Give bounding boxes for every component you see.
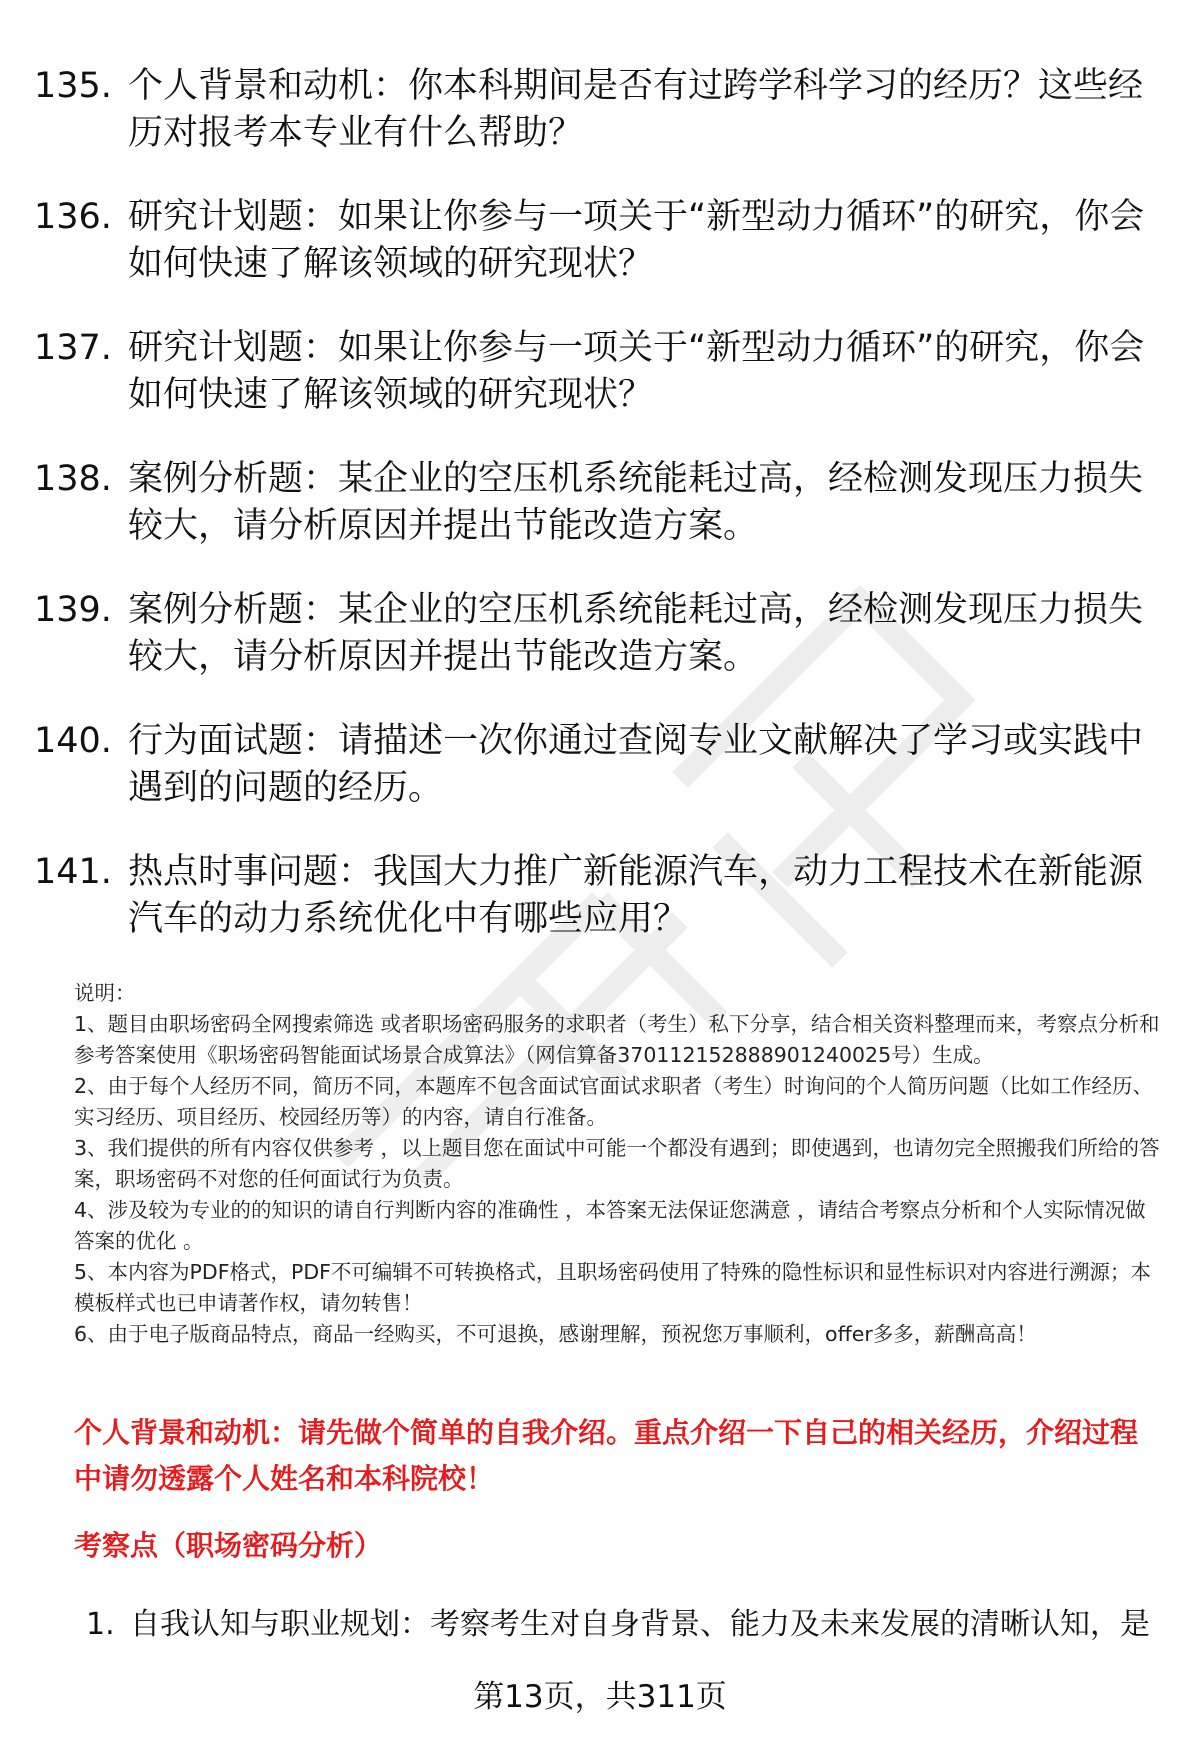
analysis-item-number: 1. [86,1607,115,1642]
question-text: 行为面试题：请描述一次你通过查阅专业文献解决了学习或实践中遇到的问题的经历。 [128,721,1144,808]
note-item: 4、涉及较为专业的的知识的请自行判断内容的准确性 ，本答案无法保证您满意 ，请结合考察点分析和个人实际情况做答案的优化 。 [74,1198,1146,1253]
question-number: 136. [34,197,112,237]
section-question: 个人背景和动机：请先做个简单的自我介绍。重点介绍一下自己的相关经历，介绍过程中请勿透露个人姓名和本科院校！ [74,1416,1139,1495]
note-item: 1、题目由职场密码全网搜索筛选 或者职场密码服务的求职者（考生）私下分享，结合相关资料整理而来，考察点分析和参考答案使用《职场密码智能面试场景合成算法》（网信算备370112152888901240025号）生成。 [74,1012,1160,1067]
question-number: 139. [34,590,112,630]
note-item: 3、我们提供的所有内容仅供参考 ，以上题目您在面试中可能一个都没有遇到；即使遇到，也请勿完全照搬我们所给的答案，职场密码不对您的任何面试行为负责。 [74,1136,1160,1191]
disclaimer-notes [74,978,1164,1350]
note-item: 2、由于每个人经历不同，简历不同，本题库不包含面试官面试求职者（考生）时询问的个人简历问题（比如工作经历、实习经历、项目经历、校园经历等）的内容，请自行准备。 [74,1074,1154,1129]
question-text: 案例分析题：某企业的空压机系统能耗过高，经检测发现压力损失较大，请分析原因并提出节能改造方案。 [128,459,1144,546]
note-item: 5、本内容为PDF格式，PDF不可编辑不可转换格式，且职场密码使用了特殊的隐性标识和显性标识对内容进行溯源；本模板样式也已申请著作权，请勿转售！ [74,1260,1151,1315]
notes-title: 说明： [74,981,136,1005]
question-text: 研究计划题：如果让你参与一项关于“新型动力循环”的研究，你会如何快速了解该领域的研究现状？ [128,328,1145,415]
question-text: 案例分析题：某企业的空压机系统能耗过高，经检测发现压力损失较大，请分析原因并提出节能改造方案。 [128,590,1144,677]
question-number: 140. [34,721,112,761]
question-number: 138. [34,459,112,499]
analysis-item-text: 自我认知与职业规划：考察考生对自身背景、能力及未来发展的清晰认知，是 [130,1607,1150,1642]
question-text: 个人背景和动机：你本科期间是否有过跨学科学习的经历？这些经历对报考本专业有什么帮助？ [128,66,1144,153]
question-number: 137. [34,328,112,368]
note-item: 6、由于电子版商品特点，商品一经购买，不可退换，感谢理解，预祝您万事顺利，offer多多，薪酬高高！ [74,1322,1037,1346]
section-heading: 考察点（职场密码分析） [74,1529,383,1562]
analysis-item [86,1604,1166,1646]
question-number: 141. [34,852,112,892]
question-number: 135. [34,66,112,106]
question-text: 研究计划题：如果让你参与一项关于“新型动力循环”的研究，你会如何快速了解该领域的研究现状？ [128,197,1145,284]
page-footer: 第13页，共311页 [473,1679,727,1715]
question-text: 热点时事问题：我国大力推广新能源汽车，动力工程技术在新能源汽车的动力系统优化中有哪些应用？ [128,852,1144,939]
